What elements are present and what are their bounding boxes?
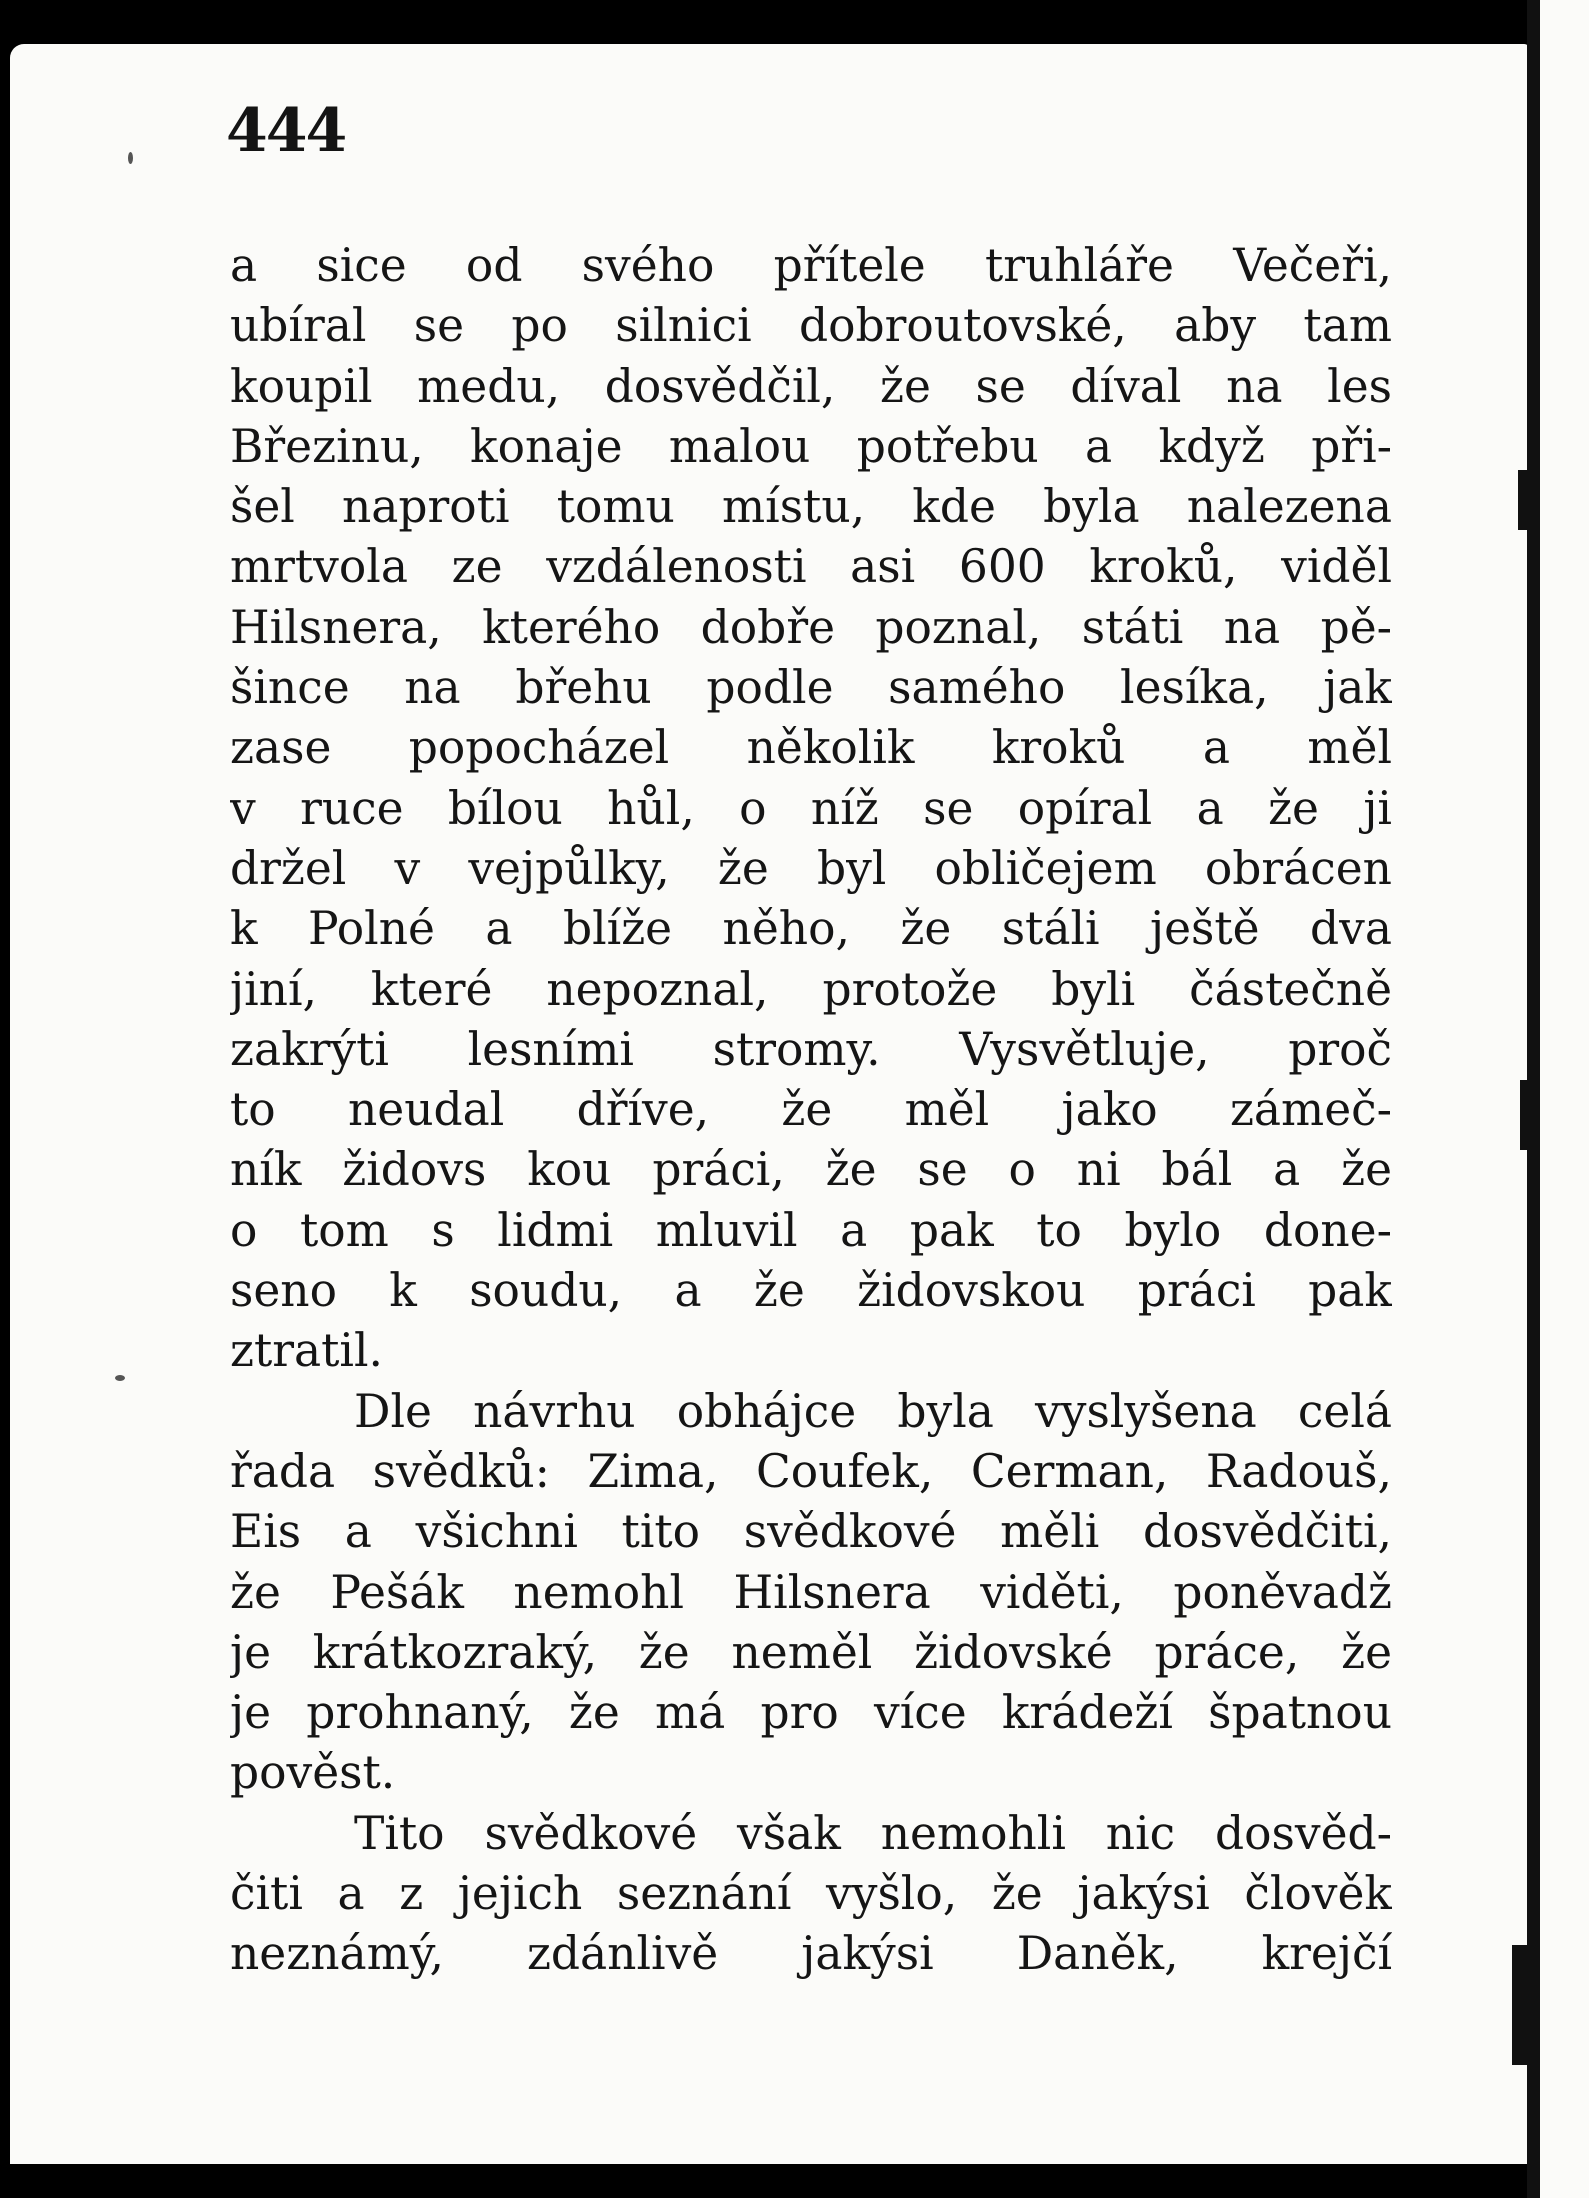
text-line: pověst. (230, 1746, 396, 1800)
text-line: ztratil. (230, 1324, 383, 1378)
text-line: Tito svědkové však nemohli nic dosvěd- (354, 1806, 1392, 1860)
fold-mark (1518, 470, 1540, 530)
body-text (230, 236, 1392, 1985)
text-line: šel naproti tomu místu, kde byla nalezena (230, 480, 1392, 534)
text-line: v ruce bílou hůl, o níž se opíral a že ji (230, 781, 1392, 835)
text-line: koupil medu, dosvědčil, že se díval na les (230, 359, 1392, 413)
adjacent-page-edge (1540, 0, 1589, 2198)
text-line: jiní, které nepoznal, protože byli částečně (230, 962, 1392, 1016)
text-line: o tom s lidmi mluvil a pak to bylo done- (230, 1203, 1392, 1257)
fold-mark (1512, 1945, 1540, 2065)
dust-speck (115, 1375, 125, 1381)
text-line: zase popocházel několik kroků a měl (230, 721, 1392, 775)
text-line: Dle návrhu obhájce byla vyslyšena celá (354, 1384, 1392, 1438)
text-line: že Pešák nemohl Hilsnera viděti, poněvadž (230, 1565, 1392, 1619)
text-line: seno k soudu, a že židovskou práci pak (230, 1264, 1392, 1318)
text-line: řada svědků: Zima, Coufek, Cerman, Radouš, (230, 1444, 1392, 1498)
page-number: 444 (226, 96, 346, 166)
text-line: mrtvola ze vzdálenosti asi 600 kroků, viděl (230, 540, 1392, 594)
text-line: čiti a z jejich seznání vyšlo, že jakýsi člověk (230, 1867, 1392, 1921)
text-line: a sice od svého přítele truhláře Večeři, (230, 239, 1392, 292)
text-line: Březinu, konaje malou potřebu a když při- (230, 419, 1392, 473)
text-line: Hilsnera, kterého dobře poznal, státi na pě- (230, 600, 1392, 654)
text-line: ubíral se po silnici dobroutovské, aby tam (230, 299, 1392, 353)
text-line: šince na břehu podle samého lesíka, jak (230, 661, 1392, 715)
text-line: to neudal dříve, že měl jako zámeč- (230, 1083, 1392, 1137)
text-line: Eis a všichni tito svědkové měli dosvědčiti, (230, 1505, 1392, 1559)
text-line: ník židovs kou práci, že se o ni bál a že (230, 1143, 1392, 1197)
text-line: držel v vejpůlky, že byl obličejem obrácen (230, 841, 1392, 895)
text-line: je krátkozraký, že neměl židovské práce, že (230, 1625, 1392, 1679)
fold-mark (1520, 1080, 1540, 1150)
dust-speck (128, 152, 133, 164)
text-line: neznámý, zdánlivě jakýsi Daněk, krejčí (230, 1927, 1392, 1981)
text-line: je prohnaný, že má pro více krádeží špatnou (230, 1686, 1392, 1740)
text-line: zakrýti lesními stromy. Vysvětluje, proč (230, 1022, 1392, 1076)
text-line: k Polné a blíže něho, že stáli ještě dva (230, 902, 1392, 956)
